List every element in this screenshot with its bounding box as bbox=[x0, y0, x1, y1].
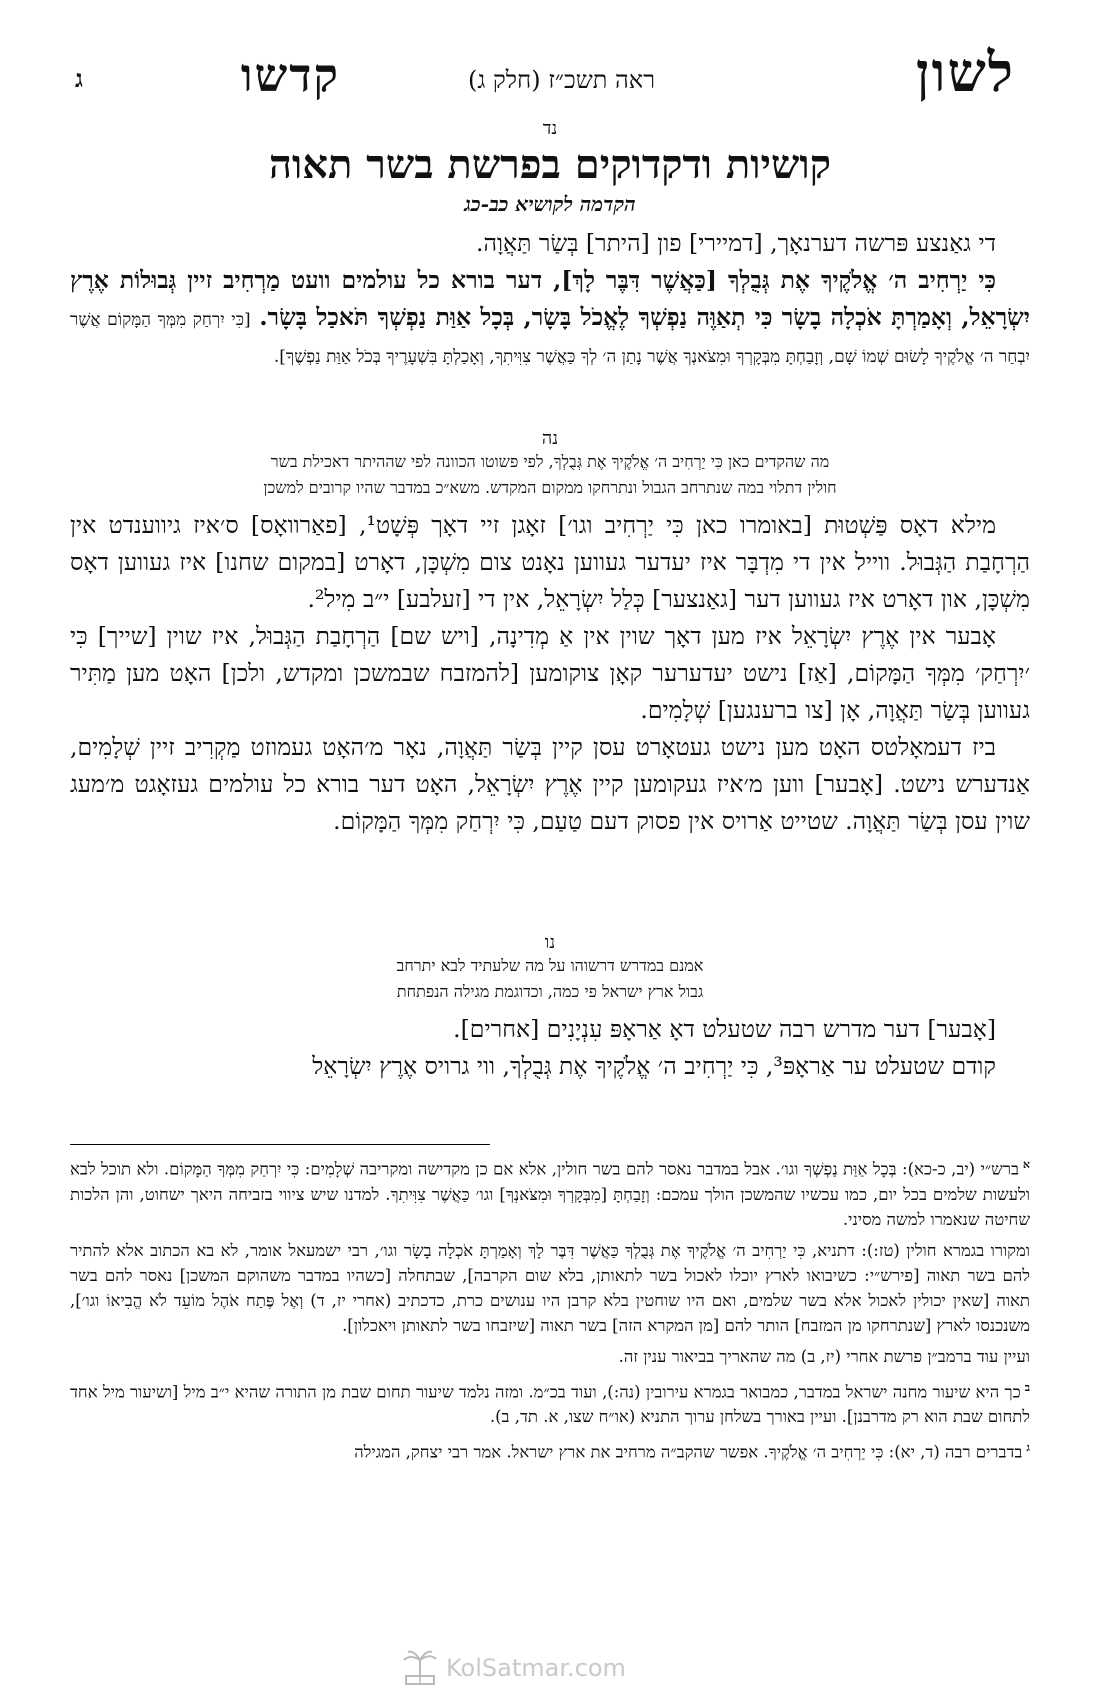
footnotes bbox=[70, 1152, 1030, 1471]
footnote-text: כך היא שיעור מחנה ישראל במדבר, כמבואר בגמרא עירובין (נה:), ועוד בכ״מ. ומזה נלמד שיעור תחום שבת מן התורה שהיא י״ב מיל [ושיעור מיל אחד לתחום שבת הוא רק מדרבנן]. ועיין באורך בשלחן ערוך התניא (או״ח שצו, א. תד, ב). bbox=[70, 1382, 1030, 1426]
page-header bbox=[70, 40, 1030, 110]
section-title: קושיות ודקדוקים בפרשת בשר תאוה bbox=[269, 141, 831, 188]
footnote-mark: א bbox=[1022, 1158, 1030, 1171]
header-title-right: לשון bbox=[915, 40, 1015, 104]
footnote bbox=[70, 1375, 1030, 1430]
footnote-text: בדברים רבה (ד, יא): כִּי יַרְחִיב ה׳ אֱלֹקֶיךָ. אפשר שהקב״ה מרחיב את ארץ ישראל. אמר רבי יצחק, המגילה bbox=[354, 1442, 1023, 1462]
page-number: ג bbox=[75, 64, 83, 93]
footnote-mark: ב bbox=[1024, 1380, 1030, 1394]
header-title-mid: קדשו bbox=[240, 48, 340, 102]
footnote bbox=[70, 1152, 1030, 1232]
section-summary-line: גבול ארץ ישראל פי כמה, וכדוגמת מגילה הנפתחת bbox=[396, 982, 704, 1001]
footnote-text: ועיין עוד ברמב״ן פרשת אחרי (יז, ב) מה שהאריך בביאור ענין זה. bbox=[618, 1346, 1030, 1366]
section-55 bbox=[70, 428, 1030, 840]
section-number: נד bbox=[542, 118, 558, 139]
paragraph-text: כִּי יַרְחִיב ה׳ אֱלֹקֶיךָ אֶת גְּבֻלְךָ [כַּאֲשֶׁר דִּבֶּר לָךְ], דער בורא כל עולמים וועט מַרְחִיב זיין גְּבוּלוֹת אֶרֶץ יִשְׂרָאֵל, וְאָמַרְתָּ אֹכְלָה בָשָׂר כִּי תְאַוֶּה נַפְשְׁךָ לֶאֱכֹל בָּשָׂר, בְּכָל אַוַּת נַפְשְׁךָ תֹּאכַל בָּשָׂר. bbox=[70, 266, 1030, 331]
section-number: נה bbox=[541, 428, 559, 449]
section-54 bbox=[70, 118, 1030, 373]
footnote-text: ברש״י (יב, כ-כא): בְּכָל אַוַּת נַפְשְׁךָ וגו׳. אבל במדבר נאסר להם בשר חולין, אלא אם כן מקדישה ומקריבה שְׁלָמִים: כִּי יִרְחַק מִמְּךָ הַמָּקוֹם. ולא תוכל לבא ולעשות שלמים בכל יום, כמו עכשיו שהמשכן הולך עמכם: וְזָבַחְתָּ [מִבְּקָרְךָ וּמִצֹּאנְךָ] וגו׳ כַּאֲשֶׁר צִוִּיתִךָ. למדנו שיש ציווי בזביחה היאך ישחוט, והן הלכות שחיטה שנאמרו למשה מסיני. bbox=[70, 1159, 1030, 1229]
footnote bbox=[70, 1344, 1030, 1369]
footnote-text: ומקורו בגמרא חולין (טז:): דתניא, כִּי יַרְחִיב ה׳ אֱלֹקֶיךָ אֶת גְּבֻלְךָ כַּאֲשֶׁר דִּבֶּר לָךְ וְאָמַרְתָּ אֹכְלָה בָשָׂר וגו׳, רבי ישמעאל אומר, לא בא הכתוב אלא להתיר להם בשר תאוה [פירש״י: כשיבואו לארץ יוכלו לאכול בשר לתאותן, בלא שום הקרבה], שבתחלה [כשהיו במדבר משהוקם המשכן] נאסר להם בשר תאוה [שאין יכולין לאכול אלא בשר שלמים, ואם היו שוחטין בלא קרבן היו ענושים כרת, כדכתיב (אחרי יז, ד) וְאֶל פֶּתַח אֹהֶל מוֹעֵד לֹא הֱבִיאוֹ וגו׳], משנכנסו לארץ [שנתרחקו מן המזבח] הותר להם [מן המקרא הזה] בשר תאוה [שיזבחו בשר לתאותן ויאכלון]. bbox=[70, 1240, 1030, 1335]
section-summary-line: מה שהקדים כאן כִּי יַרְחִיב ה׳ אֱלֹקֶיךָ אֶת גְּבֻלְךָ, לפי פשוטו הכוונה לפי שההיתר דאכילת בשר bbox=[270, 452, 830, 471]
footnote bbox=[70, 1238, 1030, 1338]
footnote bbox=[70, 1435, 1030, 1465]
palm-tree-book-icon bbox=[400, 1650, 440, 1688]
footnote-mark: ג bbox=[1026, 1441, 1030, 1454]
paragraph: אָבער אין אֶרֶץ יִשְׂרָאֵל איז מען דאָך שוין אין אַ מְדִינָה, [ויש שם] הַרְחָבַת הַגְּבוּל, איז שוין [שייך] כִּי ׳יִרְחַק׳ מִמְּךָ הַמָּקוֹם, [אַז] נישט יעדערער קאָן צוקומען [להמזבח שבמשכן ומקדש, ולכן] האָט מען מַתִּיר געווען בְּשַׂר תַּאֲוָה, אָן [צו ברענגען] שְׁלָמִים. bbox=[70, 622, 1030, 724]
paragraph: מילא דאָס פַּשְׁטוּת [באומרו כאן כִּי יַרְחִיב וגו׳] זאָגן זיי דאָך פְּשָׁט¹, [פאַרוואָס] ס׳איז גיווענדט אין הַרְחָבַת הַגְּבוּל. ווייל אין די מִדְבָּר איז יעדער געווען נאָנט צום מִשְׁכָּן, דאָרט [במקום שחנו] איז געווען דאָס מִשְׁכָּן, און דאָרט איז געווען דער [גאַנצער] כְּלַל יִשְׂרָאֵל, אין די [זעלבע] י״ב מִיל². bbox=[70, 511, 1030, 613]
paragraph bbox=[70, 262, 1030, 373]
section-summary-line: חולין דתלוי במה שנתרחב הגבול ונתרחקו ממקום המקדש. משא״כ במדבר שהיו קרובים למשכן bbox=[263, 478, 837, 497]
paragraph: ביז דעמאָלטס האָט מען נישט געטאָרט עסן קיין בְּשַׂר תַּאֲוָה, נאָר מ׳האָט געמוזט מַקְרִיב זיין שְׁלָמִים, אַנדערש נישט. [אָבער] ווען מ׳איז געקומען קיין אֶרֶץ יִשְׂרָאֵל, האָט דער בורא כל עולמים געזאָגט מ׳מעג שוין עסן בְּשַׂר תַּאֲוָה. שטייט אַרויס אין פסוק דעם טַעַם, כִּי יִרְחַק מִמְּךָ הַמָּקוֹם. bbox=[70, 733, 1030, 835]
logo-text: KolSatmar.com bbox=[446, 1654, 626, 1682]
paragraph: [אָבער] דער מדרש רבה שטעלט דאָ אַראָפּ עִנְיָנִים [אחרים]. bbox=[453, 1015, 996, 1043]
paragraph: די גאַנצע פּרשה דערנאָך, [דמיירי] פון [היתר] בְּשַׂר תַּאֲוָה. bbox=[476, 229, 996, 257]
footnote-divider bbox=[70, 1144, 490, 1145]
section-56 bbox=[70, 932, 1030, 1085]
section-summary-line: אמנם במדרש דרשוהו על מה שלעתיד לבא יתרחב bbox=[396, 956, 704, 975]
paragraph-small-text: [כִּי יִרְחַק מִמְּךָ הַמָּקוֹם אֲשֶׁר יִבְחַר ה׳ אֱלֹקֶיךָ לָשׂוּם שְׁמוֹ שָׁם, וְזָבַחְתָּ מִבְּקָרְךָ וּמִצֹּאנְךָ אֲשֶׁר נָתַן ה׳ לְךָ כַּאֲשֶׁר צִוִּיתִךָ, וְאָכַלְתָּ בִּשְׁעָרֶיךָ בְּכֹל אַוַּת נַפְשֶׁךָ]. bbox=[70, 310, 1030, 367]
section-number: נו bbox=[544, 932, 556, 953]
paragraph: קודם שטעלט ער אַראָפּ³, כִּי יַרְחִיב ה׳ אֱלֹקֶיךָ אֶת גְּבֻלְךָ, ווי גרויס אֶרֶץ יִשְׂרָאֵל bbox=[312, 1052, 996, 1080]
watermark-logo bbox=[400, 1648, 660, 1692]
page bbox=[70, 0, 1030, 1700]
section-subtitle: הקדמה לקושיא כב-כג bbox=[464, 192, 636, 216]
header-parsha: ראה תשכ״ז (חלק ג) bbox=[468, 66, 655, 94]
